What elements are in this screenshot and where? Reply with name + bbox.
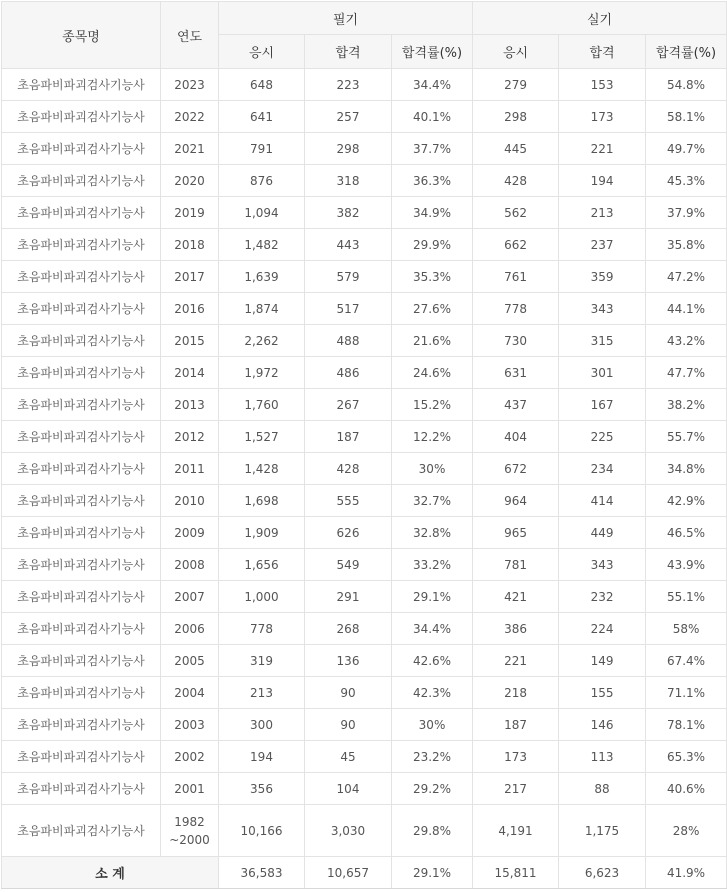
subject-cell: 초음파비파괴검사기능사 — [2, 69, 161, 101]
practical-passed-cell: 343 — [559, 549, 646, 581]
written-passed-cell: 104 — [305, 773, 392, 805]
practical-pass-rate-cell: 46.5% — [646, 517, 727, 549]
practical-applicants-cell: 562 — [473, 197, 559, 229]
written-applicants-cell: 791 — [219, 133, 305, 165]
practical-applicants-cell: 761 — [473, 261, 559, 293]
written-applicants-cell: 213 — [219, 677, 305, 709]
written-passed-cell: 318 — [305, 165, 392, 197]
practical-passed-cell: 224 — [559, 613, 646, 645]
table-row — [2, 69, 727, 101]
subject-cell: 초음파비파괴검사기능사 — [2, 517, 161, 549]
practical-applicants-cell: 386 — [473, 613, 559, 645]
subject-cell: 초음파비파괴검사기능사 — [2, 453, 161, 485]
year-cell: 2014 — [161, 357, 219, 389]
subject-cell: 초음파비파괴검사기능사 — [2, 677, 161, 709]
written-applicants-cell: 1,527 — [219, 421, 305, 453]
total-practical-applicants: 15,811 — [473, 857, 559, 889]
subject-cell: 초음파비파괴검사기능사 — [2, 581, 161, 613]
year-cell: 2018 — [161, 229, 219, 261]
subject-cell: 초음파비파괴검사기능사 — [2, 133, 161, 165]
written-pass-rate-cell: 29.8% — [392, 805, 473, 857]
written-pass-rate-cell: 24.6% — [392, 357, 473, 389]
practical-applicants-cell: 4,191 — [473, 805, 559, 857]
practical-passed-cell: 343 — [559, 293, 646, 325]
written-pass-rate-cell: 21.6% — [392, 325, 473, 357]
written-passed-cell: 187 — [305, 421, 392, 453]
written-passed-cell: 136 — [305, 645, 392, 677]
total-written-passed: 10,657 — [305, 857, 392, 889]
written-applicants-cell: 319 — [219, 645, 305, 677]
practical-passed-cell: 234 — [559, 453, 646, 485]
header-year: 연도 — [161, 2, 219, 69]
written-passed-cell: 579 — [305, 261, 392, 293]
practical-pass-rate-cell: 43.2% — [646, 325, 727, 357]
practical-pass-rate-cell: 42.9% — [646, 485, 727, 517]
written-passed-cell: 428 — [305, 453, 392, 485]
written-pass-rate-cell: 30% — [392, 709, 473, 741]
year-cell: 2009 — [161, 517, 219, 549]
practical-applicants-cell: 279 — [473, 69, 559, 101]
year-cell: 2005 — [161, 645, 219, 677]
written-pass-rate-cell: 12.2% — [392, 421, 473, 453]
practical-applicants-cell: 631 — [473, 357, 559, 389]
written-pass-rate-cell: 42.6% — [392, 645, 473, 677]
written-applicants-cell: 1,639 — [219, 261, 305, 293]
written-passed-cell: 488 — [305, 325, 392, 357]
practical-pass-rate-cell: 37.9% — [646, 197, 727, 229]
practical-pass-rate-cell: 58.1% — [646, 101, 727, 133]
table-row — [2, 357, 727, 389]
practical-pass-rate-cell: 65.3% — [646, 741, 727, 773]
pass-rate-table — [1, 1, 727, 889]
table-row — [2, 645, 727, 677]
written-pass-rate-cell: 36.3% — [392, 165, 473, 197]
subject-cell: 초음파비파괴검사기능사 — [2, 709, 161, 741]
year-cell: 2020 — [161, 165, 219, 197]
header-practical-passed: 합격 — [559, 35, 646, 69]
year-cell: 2002 — [161, 741, 219, 773]
header-written-pass-rate: 합격률(%) — [392, 35, 473, 69]
practical-pass-rate-cell: 47.2% — [646, 261, 727, 293]
practical-pass-rate-cell: 55.7% — [646, 421, 727, 453]
year-cell: 2004 — [161, 677, 219, 709]
written-passed-cell: 267 — [305, 389, 392, 421]
table-row — [2, 421, 727, 453]
written-applicants-cell: 1,656 — [219, 549, 305, 581]
written-applicants-cell: 1,000 — [219, 581, 305, 613]
practical-passed-cell: 301 — [559, 357, 646, 389]
subject-cell: 초음파비파괴검사기능사 — [2, 325, 161, 357]
practical-applicants-cell: 428 — [473, 165, 559, 197]
written-pass-rate-cell: 34.4% — [392, 613, 473, 645]
year-cell: 2015 — [161, 325, 219, 357]
written-passed-cell: 626 — [305, 517, 392, 549]
year-cell: 2001 — [161, 773, 219, 805]
table-row — [2, 677, 727, 709]
practical-applicants-cell: 404 — [473, 421, 559, 453]
written-passed-cell: 90 — [305, 709, 392, 741]
practical-applicants-cell: 445 — [473, 133, 559, 165]
written-pass-rate-cell: 33.2% — [392, 549, 473, 581]
subject-cell: 초음파비파괴검사기능사 — [2, 773, 161, 805]
subject-cell: 초음파비파괴검사기능사 — [2, 293, 161, 325]
header-written: 필기 — [219, 2, 473, 35]
practical-applicants-cell: 221 — [473, 645, 559, 677]
header-practical: 실기 — [473, 2, 727, 35]
table-row — [2, 293, 727, 325]
header-written-applicants: 응시 — [219, 35, 305, 69]
table-row — [2, 805, 727, 857]
subject-cell: 초음파비파괴검사기능사 — [2, 549, 161, 581]
practical-applicants-cell: 672 — [473, 453, 559, 485]
practical-passed-cell: 113 — [559, 741, 646, 773]
header-subject: 종목명 — [2, 2, 161, 69]
subject-cell: 초음파비파괴검사기능사 — [2, 805, 161, 857]
written-applicants-cell: 1,760 — [219, 389, 305, 421]
practical-applicants-cell: 781 — [473, 549, 559, 581]
practical-applicants-cell: 437 — [473, 389, 559, 421]
written-passed-cell: 549 — [305, 549, 392, 581]
practical-pass-rate-cell: 44.1% — [646, 293, 727, 325]
total-written-applicants: 36,583 — [219, 857, 305, 889]
practical-pass-rate-cell: 49.7% — [646, 133, 727, 165]
practical-passed-cell: 232 — [559, 581, 646, 613]
written-pass-rate-cell: 34.9% — [392, 197, 473, 229]
practical-applicants-cell: 217 — [473, 773, 559, 805]
written-pass-rate-cell: 27.6% — [392, 293, 473, 325]
table-row — [2, 197, 727, 229]
practical-pass-rate-cell: 40.6% — [646, 773, 727, 805]
subject-cell: 초음파비파괴검사기능사 — [2, 197, 161, 229]
practical-pass-rate-cell: 58% — [646, 613, 727, 645]
practical-applicants-cell: 965 — [473, 517, 559, 549]
practical-passed-cell: 146 — [559, 709, 646, 741]
table-row — [2, 485, 727, 517]
table-row — [2, 261, 727, 293]
practical-pass-rate-cell: 34.8% — [646, 453, 727, 485]
total-practical-passed: 6,623 — [559, 857, 646, 889]
practical-applicants-cell: 662 — [473, 229, 559, 261]
written-pass-rate-cell: 37.7% — [392, 133, 473, 165]
practical-passed-cell: 414 — [559, 485, 646, 517]
year-cell — [161, 805, 219, 857]
written-passed-cell: 90 — [305, 677, 392, 709]
practical-applicants-cell: 218 — [473, 677, 559, 709]
written-pass-rate-cell: 30% — [392, 453, 473, 485]
written-applicants-cell: 1,698 — [219, 485, 305, 517]
subject-cell: 초음파비파괴검사기능사 — [2, 165, 161, 197]
year-cell: 2023 — [161, 69, 219, 101]
written-pass-rate-cell: 29.1% — [392, 581, 473, 613]
year-cell: 2017 — [161, 261, 219, 293]
practical-pass-rate-cell: 55.1% — [646, 581, 727, 613]
practical-passed-cell: 315 — [559, 325, 646, 357]
subject-cell: 초음파비파괴검사기능사 — [2, 261, 161, 293]
written-passed-cell: 268 — [305, 613, 392, 645]
subject-cell: 초음파비파괴검사기능사 — [2, 101, 161, 133]
written-applicants-cell: 1,972 — [219, 357, 305, 389]
subject-cell: 초음파비파괴검사기능사 — [2, 357, 161, 389]
practical-passed-cell: 213 — [559, 197, 646, 229]
written-pass-rate-cell: 32.7% — [392, 485, 473, 517]
table-row — [2, 741, 727, 773]
practical-passed-cell: 359 — [559, 261, 646, 293]
year-cell: 2012 — [161, 421, 219, 453]
table-row — [2, 165, 727, 197]
table-row — [2, 101, 727, 133]
total-row — [2, 857, 727, 889]
practical-applicants-cell: 298 — [473, 101, 559, 133]
table-row — [2, 453, 727, 485]
table-row — [2, 773, 727, 805]
written-passed-cell: 555 — [305, 485, 392, 517]
written-applicants-cell: 356 — [219, 773, 305, 805]
practical-pass-rate-cell: 35.8% — [646, 229, 727, 261]
year-range-end: ~2000 — [169, 832, 210, 847]
header-written-passed: 합격 — [305, 35, 392, 69]
table-row — [2, 517, 727, 549]
practical-passed-cell: 1,175 — [559, 805, 646, 857]
practical-pass-rate-cell: 54.8% — [646, 69, 727, 101]
written-applicants-cell: 1,482 — [219, 229, 305, 261]
written-passed-cell: 45 — [305, 741, 392, 773]
written-applicants-cell: 778 — [219, 613, 305, 645]
written-pass-rate-cell: 35.3% — [392, 261, 473, 293]
written-pass-rate-cell: 29.2% — [392, 773, 473, 805]
written-passed-cell: 382 — [305, 197, 392, 229]
subject-cell: 초음파비파괴검사기능사 — [2, 229, 161, 261]
year-cell: 2019 — [161, 197, 219, 229]
practical-pass-rate-cell: 38.2% — [646, 389, 727, 421]
total-written-pass-rate: 29.1% — [392, 857, 473, 889]
practical-applicants-cell: 173 — [473, 741, 559, 773]
written-applicants-cell: 1,909 — [219, 517, 305, 549]
written-passed-cell: 291 — [305, 581, 392, 613]
practical-passed-cell: 88 — [559, 773, 646, 805]
written-pass-rate-cell: 40.1% — [392, 101, 473, 133]
written-applicants-cell: 641 — [219, 101, 305, 133]
practical-passed-cell: 167 — [559, 389, 646, 421]
total-practical-pass-rate: 41.9% — [646, 857, 727, 889]
table-row — [2, 549, 727, 581]
table-body — [2, 69, 727, 889]
practical-passed-cell: 194 — [559, 165, 646, 197]
year-cell: 2013 — [161, 389, 219, 421]
practical-applicants-cell: 421 — [473, 581, 559, 613]
written-pass-rate-cell: 32.8% — [392, 517, 473, 549]
year-cell: 2021 — [161, 133, 219, 165]
table-row — [2, 133, 727, 165]
year-range-start: 1982 — [174, 814, 205, 829]
year-cell: 2010 — [161, 485, 219, 517]
year-cell: 2022 — [161, 101, 219, 133]
written-applicants-cell: 1,428 — [219, 453, 305, 485]
subject-cell: 초음파비파괴검사기능사 — [2, 421, 161, 453]
practical-passed-cell: 149 — [559, 645, 646, 677]
table-row — [2, 389, 727, 421]
table-header — [2, 2, 727, 69]
table-row — [2, 229, 727, 261]
header-practical-pass-rate: 합격률(%) — [646, 35, 727, 69]
written-applicants-cell: 648 — [219, 69, 305, 101]
written-applicants-cell: 194 — [219, 741, 305, 773]
year-cell: 2006 — [161, 613, 219, 645]
total-label: 소 계 — [2, 857, 219, 889]
subject-cell: 초음파비파괴검사기능사 — [2, 613, 161, 645]
written-passed-cell: 443 — [305, 229, 392, 261]
practical-passed-cell: 153 — [559, 69, 646, 101]
practical-applicants-cell: 778 — [473, 293, 559, 325]
practical-passed-cell: 155 — [559, 677, 646, 709]
written-applicants-cell: 1,094 — [219, 197, 305, 229]
table-row — [2, 325, 727, 357]
year-cell: 2007 — [161, 581, 219, 613]
written-pass-rate-cell: 15.2% — [392, 389, 473, 421]
practical-pass-rate-cell: 67.4% — [646, 645, 727, 677]
written-passed-cell: 517 — [305, 293, 392, 325]
subject-cell: 초음파비파괴검사기능사 — [2, 741, 161, 773]
year-cell: 2016 — [161, 293, 219, 325]
written-passed-cell: 486 — [305, 357, 392, 389]
subject-cell: 초음파비파괴검사기능사 — [2, 389, 161, 421]
header-practical-applicants: 응시 — [473, 35, 559, 69]
written-pass-rate-cell: 34.4% — [392, 69, 473, 101]
written-applicants-cell: 2,262 — [219, 325, 305, 357]
table-row — [2, 613, 727, 645]
year-cell: 2008 — [161, 549, 219, 581]
practical-pass-rate-cell: 45.3% — [646, 165, 727, 197]
written-passed-cell: 3,030 — [305, 805, 392, 857]
subject-cell: 초음파비파괴검사기능사 — [2, 485, 161, 517]
practical-pass-rate-cell: 78.1% — [646, 709, 727, 741]
table-row — [2, 709, 727, 741]
written-pass-rate-cell: 23.2% — [392, 741, 473, 773]
practical-pass-rate-cell: 28% — [646, 805, 727, 857]
year-cell: 2003 — [161, 709, 219, 741]
practical-applicants-cell: 187 — [473, 709, 559, 741]
written-pass-rate-cell: 29.9% — [392, 229, 473, 261]
practical-passed-cell: 449 — [559, 517, 646, 549]
practical-passed-cell: 221 — [559, 133, 646, 165]
practical-passed-cell: 225 — [559, 421, 646, 453]
practical-passed-cell: 173 — [559, 101, 646, 133]
written-applicants-cell: 300 — [219, 709, 305, 741]
written-passed-cell: 298 — [305, 133, 392, 165]
written-passed-cell: 223 — [305, 69, 392, 101]
written-applicants-cell: 10,166 — [219, 805, 305, 857]
year-cell: 2011 — [161, 453, 219, 485]
practical-applicants-cell: 964 — [473, 485, 559, 517]
table-row — [2, 581, 727, 613]
written-applicants-cell: 1,874 — [219, 293, 305, 325]
practical-passed-cell: 237 — [559, 229, 646, 261]
written-applicants-cell: 876 — [219, 165, 305, 197]
subject-cell: 초음파비파괴검사기능사 — [2, 645, 161, 677]
practical-pass-rate-cell: 47.7% — [646, 357, 727, 389]
written-passed-cell: 257 — [305, 101, 392, 133]
practical-pass-rate-cell: 71.1% — [646, 677, 727, 709]
practical-pass-rate-cell: 43.9% — [646, 549, 727, 581]
practical-applicants-cell: 730 — [473, 325, 559, 357]
written-pass-rate-cell: 42.3% — [392, 677, 473, 709]
